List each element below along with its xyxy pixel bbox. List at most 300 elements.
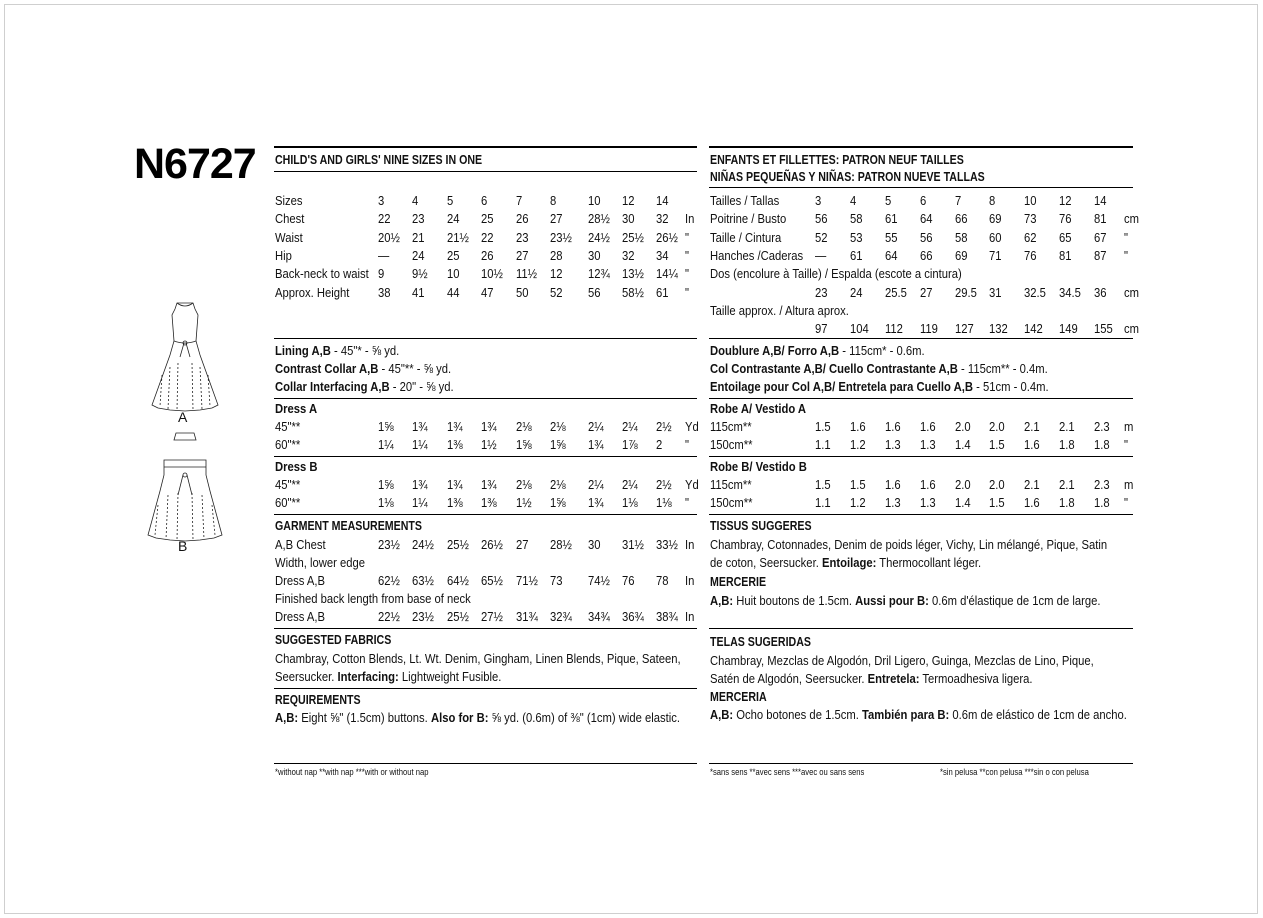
table-cell: 1¾: [447, 478, 463, 492]
table-cell: 1.4: [955, 496, 971, 511]
table-cell: 69: [989, 212, 1002, 227]
unit-label: ": [685, 248, 689, 263]
table-cell: 1⅝: [378, 420, 394, 434]
table-cell: 36: [1094, 286, 1107, 300]
table-cell: 58: [955, 230, 968, 245]
table-cell: 69: [955, 248, 968, 263]
table-cell: 24: [850, 286, 863, 300]
table-cell: 10½: [481, 267, 503, 282]
table-cell: 50: [516, 285, 529, 300]
height-label: Taille approx. / Altura aprox.: [710, 304, 849, 318]
table-cell: 12¾: [588, 267, 610, 282]
table-cell: 1⅞: [622, 438, 638, 453]
row-label: Waist: [275, 230, 303, 245]
rule: [274, 146, 697, 148]
table-cell: 14: [656, 194, 669, 208]
table-cell: 29.5: [955, 286, 977, 300]
fabrics-line-1: Chambray, Cotton Blends, Lt. Wt. Denim, Gingham, Linen Blends, Pique, Sateen,: [275, 652, 681, 666]
unit-label: ": [1124, 496, 1128, 511]
table-cell: 22½: [378, 610, 400, 624]
mercerie-line: A,B: Huit boutons de 1.5cm. Aussi pour B: 0.6m d'élastique de 1cm de large.: [710, 594, 1101, 608]
table-cell: 119: [920, 322, 938, 336]
unit-label: Yd: [685, 420, 699, 434]
table-cell: 81: [1059, 248, 1072, 263]
rule: [709, 338, 1133, 339]
table-cell: 1.6: [1024, 438, 1040, 453]
unit-label: cm: [1124, 286, 1140, 300]
table-cell: 1.3: [885, 496, 901, 511]
unit-label: In: [685, 538, 695, 552]
table-cell: 4: [850, 194, 857, 208]
table-cell: 1.5: [815, 420, 831, 434]
table-cell: 10: [447, 267, 460, 282]
table-cell: 1¾: [481, 478, 497, 492]
table-cell: 33½: [656, 538, 678, 552]
table-cell: 23: [412, 212, 425, 227]
table-cell: 14: [1094, 194, 1107, 208]
unit-label: Yd: [685, 478, 699, 492]
table-cell: 1.6: [1024, 496, 1040, 511]
table-cell: 56: [920, 230, 933, 245]
table-cell: 12: [622, 194, 635, 208]
table-cell: 2.1: [1024, 420, 1040, 434]
table-cell: 31¾: [516, 610, 538, 624]
rule: [709, 514, 1133, 515]
tissus-title: TISSUS SUGGERES: [710, 519, 812, 533]
table-cell: 27½: [481, 610, 503, 624]
table-cell: 66: [920, 248, 933, 263]
table-cell: 23½: [550, 230, 572, 245]
table-cell: 38: [378, 285, 391, 300]
table-cell: 28: [550, 248, 563, 263]
entoilage-line: Entoilage pour Col A,B/ Entretela para Cuello A,B - 51cm - 0.4m.: [710, 380, 1049, 394]
table-cell: 1⅛: [656, 496, 672, 511]
table-cell: 2¼: [622, 420, 638, 434]
requirements-title: REQUIREMENTS: [275, 693, 361, 707]
table-cell: 2.1: [1024, 478, 1040, 492]
table-cell: 8: [989, 194, 996, 208]
table-cell: 36¾: [622, 610, 644, 624]
table-cell: 1.1: [815, 496, 831, 511]
row-label: Tailles / Tallas: [710, 194, 780, 208]
table-cell: 47: [481, 285, 494, 300]
table-cell: 1⅝: [378, 478, 394, 492]
mercerie-title: MERCERIE: [710, 575, 767, 589]
table-cell: 3: [815, 194, 822, 208]
table-cell: 25.5: [885, 286, 907, 300]
table-cell: 44: [447, 285, 460, 300]
robe-b-heading: Robe B/ Vestido B: [710, 460, 807, 474]
table-cell: 26: [516, 212, 529, 227]
unit-label: In: [685, 574, 695, 588]
lining-line: Lining A,B - 45"* - ⅝ yd.: [275, 344, 400, 358]
table-cell: 97: [815, 322, 828, 336]
table-cell: 58: [850, 212, 863, 227]
table-cell: 2.3: [1094, 420, 1110, 434]
table-cell: 32¾: [550, 610, 572, 624]
table-cell: 52: [815, 230, 828, 245]
table-cell: 1½: [481, 438, 497, 453]
rule: [274, 456, 697, 457]
table-cell: 13½: [622, 267, 644, 282]
rule: [709, 628, 1133, 629]
table-cell: —: [378, 248, 390, 263]
table-cell: 1⅝: [550, 438, 566, 453]
table-cell: 1⅜: [481, 496, 497, 511]
table-cell: 53: [850, 230, 863, 245]
table-cell: 1.6: [885, 478, 901, 492]
table-cell: 30: [588, 248, 601, 263]
collar-interfacing-line: Collar Interfacing A,B - 20" - ⅝ yd.: [275, 380, 454, 394]
table-cell: 26½: [481, 538, 503, 552]
table-cell: 65: [1059, 230, 1072, 245]
table-cell: 20½: [378, 230, 400, 245]
tissus-line-2: de coton, Seersucker. Entoilage: Thermocollant léger.: [710, 556, 982, 570]
table-cell: 1.5: [815, 478, 831, 492]
table-cell: 14¼: [656, 267, 678, 282]
table-cell: 62½: [378, 574, 400, 588]
table-cell: 30: [588, 538, 601, 552]
table-cell: 34.5: [1059, 286, 1081, 300]
table-cell: 10: [1024, 194, 1037, 208]
table-cell: 1.2: [850, 496, 866, 511]
table-cell: 24: [447, 212, 460, 227]
unit-label: m: [1124, 478, 1134, 492]
table-cell: 4: [412, 194, 419, 208]
table-cell: 21: [412, 230, 425, 245]
table-cell: 2⅛: [550, 420, 566, 434]
row-label: 115cm**: [710, 478, 752, 492]
row-label: 45"**: [275, 478, 301, 492]
table-cell: 2.1: [1059, 420, 1075, 434]
dos-label: Dos (encolure à Taille) / Espalda (escote a cintura): [710, 267, 962, 281]
table-cell: 60: [989, 230, 1002, 245]
table-cell: 52: [550, 285, 563, 300]
table-cell: 2½: [656, 420, 672, 434]
table-cell: 132: [989, 322, 1008, 336]
table-cell: 23½: [378, 538, 400, 552]
table-cell: 1⅝: [550, 496, 566, 511]
rule: [274, 338, 697, 339]
table-cell: 1¾: [447, 420, 463, 434]
table-cell: 32: [622, 248, 635, 263]
table-cell: 12: [1059, 194, 1072, 208]
table-cell: 81: [1094, 212, 1107, 227]
table-cell: 27: [550, 212, 563, 227]
table-cell: 55: [885, 230, 898, 245]
requirements-line: A,B: Eight ⅝" (1.5cm) buttons. Also for B: ⅝ yd. (0.6m) of ⅜" (1cm) wide elastic.: [275, 711, 680, 725]
table-cell: 11½: [516, 267, 538, 282]
rule: [709, 146, 1133, 148]
table-cell: 1¾: [588, 496, 604, 511]
unit-label: ": [685, 230, 689, 245]
view-a-label: A: [178, 409, 188, 425]
row-label: Chest: [275, 212, 305, 227]
row-label: A,B Chest: [275, 538, 326, 552]
merceria-line: A,B: Ocho botones de 1.5cm. También para B: 0.6m de elástico de 1cm de ancho.: [710, 708, 1127, 722]
table-cell: 21½: [447, 230, 469, 245]
unit-label: ": [1124, 230, 1128, 245]
table-cell: 1.1: [815, 438, 831, 453]
width-lower-edge-label: Width, lower edge: [275, 556, 366, 570]
unit-label: cm: [1124, 212, 1140, 227]
unit-label: ": [685, 267, 689, 282]
row-label: Dress A,B: [275, 574, 326, 588]
table-cell: 7: [516, 194, 523, 208]
table-cell: 28½: [550, 538, 572, 552]
table-cell: 62: [1024, 230, 1037, 245]
table-cell: 1.6: [920, 420, 936, 434]
table-cell: 30: [622, 212, 635, 227]
rule: [709, 763, 1133, 764]
table-cell: 24: [412, 248, 425, 263]
table-cell: 8: [550, 194, 557, 208]
telas-line-1: Chambray, Mezclas de Algodón, Dril Ligero, Guinga, Mezclas de Lino, Pique,: [710, 654, 1094, 668]
table-cell: 27: [516, 248, 529, 263]
table-cell: 149: [1059, 322, 1078, 336]
table-cell: 27: [920, 286, 933, 300]
table-cell: 58½: [622, 285, 644, 300]
unit-label: ": [685, 438, 689, 453]
table-cell: 64: [920, 212, 933, 227]
table-cell: 2⅛: [550, 478, 566, 492]
table-cell: 1.5: [989, 496, 1005, 511]
table-cell: 7: [955, 194, 962, 208]
table-cell: 31½: [622, 538, 644, 552]
table-cell: 2¼: [588, 420, 604, 434]
table-cell: 76: [622, 574, 635, 588]
table-cell: 66: [955, 212, 968, 227]
table-cell: 38¾: [656, 610, 678, 624]
table-cell: 23½: [412, 610, 434, 624]
table-cell: 26½: [656, 230, 678, 245]
fabrics-line-2: Seersucker. Interfacing: Lightweight Fusible.: [275, 670, 502, 684]
table-cell: 2.0: [989, 478, 1005, 492]
table-cell: 2⅛: [516, 478, 532, 492]
table-cell: 76: [1059, 212, 1072, 227]
unit-label: ": [685, 285, 689, 300]
back-length-label: Finished back length from base of neck: [275, 592, 471, 606]
table-cell: 155: [1094, 322, 1113, 336]
view-a-skirt-icon: [174, 433, 196, 440]
table-cell: 142: [1024, 322, 1043, 336]
table-cell: 1⅝: [516, 438, 532, 453]
en-title: CHILD'S AND GIRLS' NINE SIZES IN ONE: [275, 153, 483, 167]
table-cell: 2.1: [1059, 478, 1075, 492]
table-cell: 61: [656, 285, 669, 300]
table-cell: 2: [656, 438, 663, 453]
table-cell: 64: [885, 248, 898, 263]
table-cell: 1.8: [1059, 438, 1075, 453]
fr-footnote: *sans sens **avec sens ***avec ou sans sens: [710, 767, 865, 777]
unit-label: ": [1124, 438, 1128, 453]
table-cell: 61: [885, 212, 898, 227]
row-label: Hip: [275, 248, 292, 263]
table-cell: 9½: [412, 267, 428, 282]
table-cell: 74½: [588, 574, 610, 588]
table-cell: 1¼: [378, 438, 394, 453]
table-cell: 1.3: [920, 438, 936, 453]
row-label: 60"**: [275, 496, 301, 511]
robe-a-heading: Robe A/ Vestido A: [710, 402, 807, 416]
table-cell: 78: [656, 574, 669, 588]
table-cell: 26: [481, 248, 494, 263]
row-label: 115cm**: [710, 420, 752, 434]
table-cell: 1.3: [885, 438, 901, 453]
table-cell: 2⅛: [516, 420, 532, 434]
table-cell: 73: [550, 574, 563, 588]
table-cell: 12: [550, 267, 563, 282]
table-cell: 73: [1024, 212, 1037, 227]
row-label: Back-neck to waist: [275, 267, 369, 282]
merceria-title: MERCERIA: [710, 690, 767, 704]
table-cell: 5: [447, 194, 454, 208]
row-label: 150cm**: [710, 496, 753, 511]
table-cell: 71: [989, 248, 1002, 263]
table-cell: 1½: [516, 496, 532, 511]
table-cell: 25½: [622, 230, 644, 245]
en-footnote: *without nap **with nap ***with or without nap: [275, 767, 429, 777]
row-label: Approx. Height: [275, 285, 350, 300]
rule: [274, 688, 697, 689]
table-cell: 6: [920, 194, 927, 208]
table-cell: 1.8: [1059, 496, 1075, 511]
unit-label: m: [1124, 420, 1134, 434]
table-cell: 2.0: [955, 420, 971, 434]
table-cell: 1.6: [920, 478, 936, 492]
table-cell: 1.6: [850, 420, 866, 434]
table-cell: 1.4: [955, 438, 971, 453]
table-cell: 32: [656, 212, 669, 227]
table-cell: 24½: [412, 538, 434, 552]
telas-title: TELAS SUGERIDAS: [710, 635, 811, 649]
table-cell: 2.3: [1094, 478, 1110, 492]
table-cell: 23: [516, 230, 529, 245]
telas-line-2: Satén de Algodón, Seersucker. Entretela: Termoadhesiva ligera.: [710, 672, 1033, 686]
table-cell: 56: [588, 285, 601, 300]
unit-label: ": [685, 496, 689, 511]
table-cell: 28½: [588, 212, 610, 227]
suggested-fabrics-title: SUGGESTED FABRICS: [275, 633, 392, 647]
rule: [274, 628, 697, 629]
table-cell: 22: [481, 230, 494, 245]
table-cell: 1.2: [850, 438, 866, 453]
fr-title: ENFANTS ET FILLETTES: PATRON NEUF TAILLES: [710, 153, 964, 167]
dress-b-sketch: [148, 460, 222, 541]
doublure-line: Doublure A,B/ Forro A,B - 115cm* - 0.6m.: [710, 344, 925, 358]
table-cell: 24½: [588, 230, 610, 245]
pattern-number: N6727: [134, 140, 256, 188]
rule: [709, 398, 1133, 399]
unit-label: In: [685, 610, 695, 624]
dress-sketches: [140, 295, 230, 565]
contrast-collar-line: Contrast Collar A,B - 45"** - ⅝ yd.: [275, 362, 452, 376]
table-cell: 5: [885, 194, 892, 208]
dress-a-sketch: [152, 303, 218, 411]
unit-label: ": [1124, 248, 1128, 263]
row-label: 150cm**: [710, 438, 753, 453]
table-cell: 25: [447, 248, 460, 263]
table-cell: 1¾: [412, 478, 428, 492]
view-b-label: B: [178, 538, 188, 554]
table-cell: 1⅛: [622, 496, 638, 511]
table-cell: 65½: [481, 574, 503, 588]
rule: [274, 171, 697, 172]
table-cell: 2¼: [622, 478, 638, 492]
es-title: NIÑAS PEQUEÑAS Y NIÑAS: PATRON NUEVE TALLAS: [710, 170, 985, 184]
table-cell: 64½: [447, 574, 469, 588]
table-cell: 56: [815, 212, 828, 227]
table-cell: 1¼: [412, 496, 428, 511]
row-label: 60"**: [275, 438, 301, 453]
table-cell: 127: [955, 322, 974, 336]
table-cell: 34¾: [588, 610, 610, 624]
table-cell: 61: [850, 248, 863, 263]
table-cell: 1⅜: [447, 438, 463, 453]
dress-b-heading: Dress B: [275, 460, 318, 474]
row-label: Poitrine / Busto: [710, 212, 787, 227]
table-cell: 31: [989, 286, 1002, 300]
table-cell: 25½: [447, 538, 469, 552]
table-cell: 6: [481, 194, 488, 208]
table-cell: 1.8: [1094, 438, 1110, 453]
row-label: Hanches /Caderas: [710, 248, 804, 263]
row-label: Sizes: [275, 194, 303, 208]
garment-measurements-title: GARMENT MEASUREMENTS: [275, 519, 422, 533]
table-cell: 25: [481, 212, 494, 227]
table-cell: 41: [412, 285, 425, 300]
table-cell: 23: [815, 286, 828, 300]
row-label: Taille / Cintura: [710, 230, 782, 245]
table-cell: 1⅜: [447, 496, 463, 511]
table-cell: 1¼: [412, 438, 428, 453]
rule: [274, 398, 697, 399]
table-cell: 1¾: [481, 420, 497, 434]
unit-label: In: [685, 212, 695, 227]
table-cell: 104: [850, 322, 869, 336]
table-cell: 63½: [412, 574, 434, 588]
table-cell: —: [815, 248, 827, 263]
table-cell: 34: [656, 248, 669, 263]
table-cell: 71½: [516, 574, 538, 588]
col-contrastante-line: Col Contrastante A,B/ Cuello Contrastante A,B - 115cm** - 0.4m.: [710, 362, 1048, 376]
rule: [274, 763, 697, 764]
table-cell: 22: [378, 212, 391, 227]
table-cell: 2¼: [588, 478, 604, 492]
table-cell: 25½: [447, 610, 469, 624]
es-footnote: *sin pelusa **con pelusa ***sin o con pelusa: [940, 767, 1089, 777]
table-cell: 1.8: [1094, 496, 1110, 511]
table-cell: 1¾: [588, 438, 604, 453]
rule: [709, 187, 1133, 188]
row-label: Dress A,B: [275, 610, 326, 624]
row-label: 45"**: [275, 420, 301, 434]
table-cell: 9: [378, 267, 385, 282]
table-cell: 87: [1094, 248, 1107, 263]
table-cell: 1.5: [989, 438, 1005, 453]
table-cell: 112: [885, 322, 903, 336]
unit-label: cm: [1124, 322, 1140, 336]
table-cell: 76: [1024, 248, 1037, 263]
table-cell: 32.5: [1024, 286, 1046, 300]
table-cell: 10: [588, 194, 601, 208]
table-cell: 1⅛: [378, 496, 394, 511]
table-cell: 1.6: [885, 420, 901, 434]
table-cell: 3: [378, 194, 385, 208]
table-cell: 2.0: [989, 420, 1005, 434]
table-cell: 2.0: [955, 478, 971, 492]
tissus-line-1: Chambray, Cotonnades, Denim de poids léger, Vichy, Lin mélangé, Pique, Satin: [710, 538, 1108, 552]
